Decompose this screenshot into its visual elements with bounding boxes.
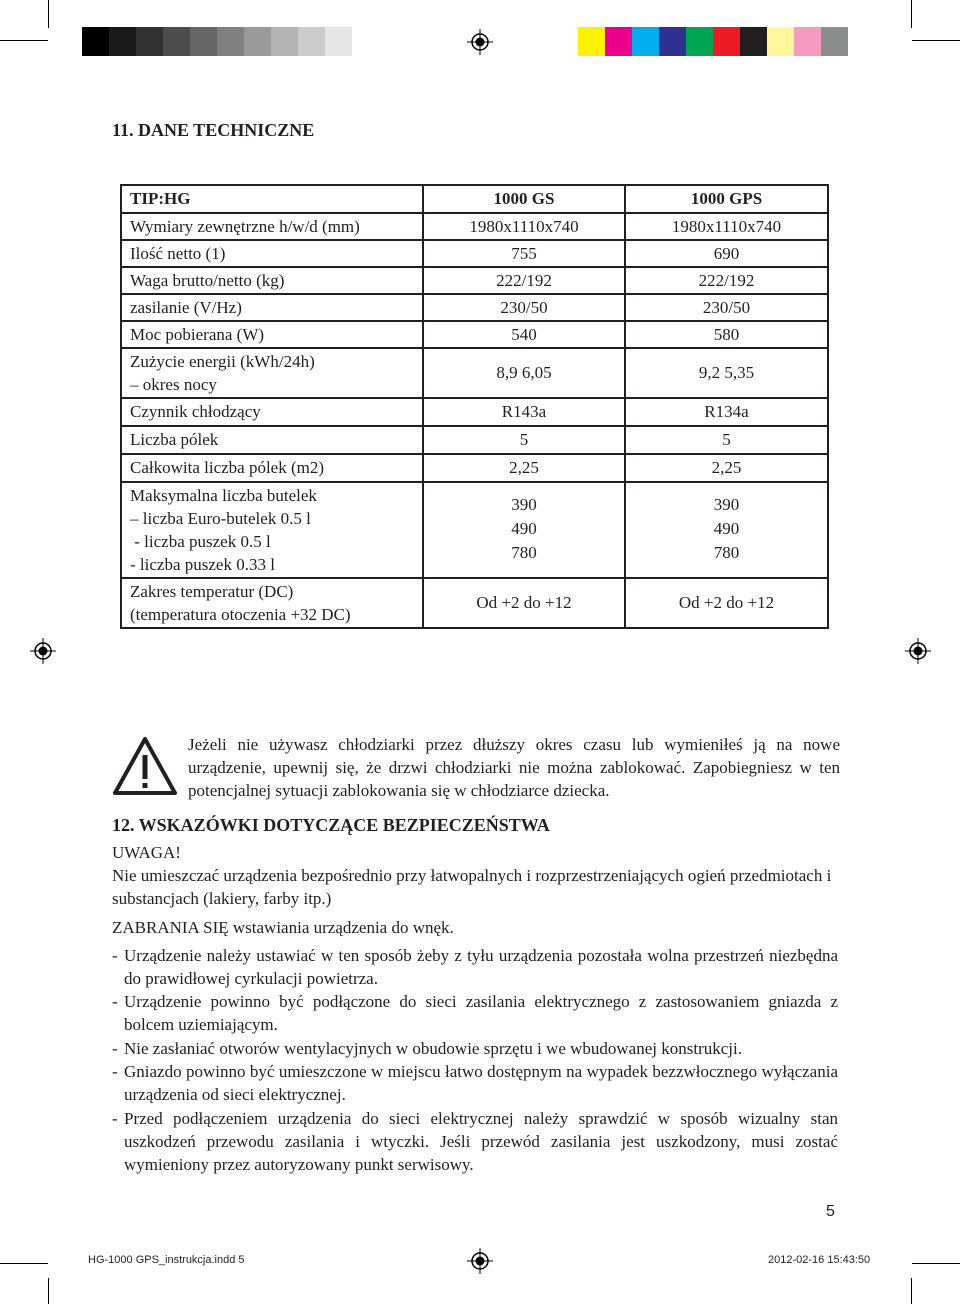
footer-datetime: 2012-02-16 15:43:50: [768, 1254, 871, 1266]
cell-gs: 2,25: [423, 454, 625, 482]
calibration-swatch: [659, 27, 686, 56]
cell-gs: 230/50: [423, 294, 625, 321]
crop-mark: [48, 0, 49, 28]
cell-gs: 1980x1110x740: [423, 213, 625, 240]
row-label: zasilanie (V/Hz): [121, 294, 423, 321]
cell-gps: [625, 482, 828, 578]
calibration-swatch: [298, 27, 325, 56]
cell-gs: 222/192: [423, 267, 625, 294]
calibration-swatch: [190, 27, 217, 56]
cell-value: 490: [713, 519, 740, 538]
section-11-title: 11. DANE TECHNICZNE: [112, 120, 315, 140]
table-row: [121, 482, 828, 578]
table-row: [121, 426, 828, 454]
list-item-text: Gniazdo powinno być umieszczone w miejscu łatwo dostępnym na wypadek bezzwłocznego wyłączania urządzenia od sieci elektrycznej.: [124, 1062, 838, 1104]
color-calibration-strip: [578, 27, 848, 56]
list-item: [112, 990, 838, 1036]
cell-gs: [423, 482, 625, 578]
uwaga-label: UWAGA!: [112, 843, 181, 862]
table-row: [121, 213, 828, 240]
list-item-text: Przed podłączeniem urządzenia do sieci elektrycznej należy sprawdzić w sposób wizualny stan uszkodzeń przewodu zasilania i wtyczki. Jeśli przewód zasilania jest uszkodzony, musi zostać wymieniony przez autoryzowany punkt serwisowy.: [124, 1109, 838, 1174]
cell-gs: 5: [423, 426, 625, 454]
row-label-line: Zakres temperatur (DC): [130, 582, 294, 601]
footer-filename: HG-1000 GPS_instrukcja.indd 5: [88, 1254, 245, 1266]
row-label-line: – liczba Euro-butelek 0.5 l: [130, 509, 311, 528]
calibration-swatch: [217, 27, 244, 56]
calibration-swatch: [578, 27, 605, 56]
zabrania-paragraph: ZABRANIA SIĘ wstawiania urządzenia do wnęk.: [112, 918, 454, 937]
calibration-swatch: [325, 27, 352, 56]
cell-gps: 222/192: [625, 267, 828, 294]
registration-mark-icon: [467, 1248, 493, 1274]
calibration-swatch: [271, 27, 298, 56]
calibration-swatch: [767, 27, 794, 56]
cell-value: 390: [713, 495, 740, 514]
cell-value: 490: [511, 519, 537, 538]
table-header-cell: 1000 GPS: [625, 185, 828, 213]
calibration-swatch: [686, 27, 713, 56]
cell-gps: 1980x1110x740: [625, 213, 828, 240]
calibration-swatch: [632, 27, 659, 56]
table-row: [121, 348, 828, 398]
spec-table: [120, 184, 829, 629]
crop-mark: [0, 40, 48, 41]
registration-mark-icon: [30, 638, 56, 664]
page-number: 5: [826, 1203, 835, 1220]
row-label: Ilość netto (1): [121, 240, 423, 267]
cell-gs: Od +2 do +12: [423, 578, 625, 628]
crop-mark: [48, 1278, 49, 1304]
calibration-swatch: [82, 27, 109, 56]
calibration-swatch: [740, 27, 767, 56]
intro-paragraph: Nie umieszczać urządzenia bezpośrednio przy łatwopalnych i rozprzestrzeniających ogień przedmiotach i substancjach (lakiery, farby itp.): [112, 866, 832, 908]
row-label: Czynnik chłodzący: [121, 398, 423, 426]
list-item-text: Urządzenie należy ustawiać w ten sposób żeby z tyłu urządzenia pozostała wolna przestrzeń niezbędna do prawidłowej cyrkulacji powietrza.: [124, 946, 838, 988]
cell-gps: R134a: [625, 398, 828, 426]
crop-mark: [912, 1263, 960, 1264]
list-item-text: Urządzenie powinno być podłączone do sieci zasilania elektrycznego z zastosowaniem gniazda z bolcem uziemiającym.: [124, 992, 838, 1034]
cell-gps: 5: [625, 426, 828, 454]
row-label: [121, 578, 423, 628]
table-row: [121, 398, 828, 426]
list-dash: -: [112, 1109, 118, 1128]
list-dash: -: [112, 946, 118, 965]
row-label: [121, 482, 423, 578]
gray-calibration-strip: [82, 27, 352, 56]
cell-gs: 755: [423, 240, 625, 267]
row-label: Wymiary zewnętrzne h/w/d (mm): [121, 213, 423, 240]
table-row: [121, 578, 828, 628]
calibration-swatch: [713, 27, 740, 56]
list-item: [112, 944, 838, 990]
list-item: [112, 1037, 838, 1060]
calibration-swatch: [109, 27, 136, 56]
cell-gps: 9,2 5,35: [625, 348, 828, 398]
list-dash: -: [112, 1039, 118, 1058]
table-row: [121, 321, 828, 348]
crop-mark: [911, 0, 912, 28]
registration-mark-icon: [467, 29, 493, 55]
row-label-line: Maksymalna liczba butelek: [130, 486, 317, 505]
cell-gps: 580: [625, 321, 828, 348]
crop-mark: [911, 1278, 912, 1304]
table-row: [121, 267, 828, 294]
row-label: Liczba pólek: [121, 426, 423, 454]
row-label: Moc pobierana (W): [121, 321, 423, 348]
list-item: [112, 1107, 838, 1176]
table-header-row: [121, 185, 828, 213]
list-item: [112, 1060, 838, 1106]
warning-text: Jeżeli nie używasz chłodziarki przez dłuższy okres czasu lub wymieniłeś ją na nowe urządzenie, upewnij się, że drzwi chłodziarki nie można zablokować. Zapobiegniesz w ten potencjalnej sytuacji zablokowania się w chłodziarce dziecka.: [188, 735, 840, 800]
table-header-cell: TIP:HG: [121, 185, 423, 213]
calibration-swatch: [794, 27, 821, 56]
row-label-line: (temperatura otoczenia +32 DC): [130, 605, 351, 624]
registration-mark-icon: [905, 638, 931, 664]
calibration-swatch: [163, 27, 190, 56]
row-label: Całkowita liczba pólek (m2): [121, 454, 423, 482]
cell-value: 780: [511, 543, 537, 562]
cell-gps: 690: [625, 240, 828, 267]
table-header-cell: 1000 GS: [423, 185, 625, 213]
cell-gs: R143a: [423, 398, 625, 426]
list-dash: -: [112, 1062, 118, 1081]
cell-gs: 8,9 6,05: [423, 348, 625, 398]
calibration-swatch: [605, 27, 632, 56]
row-label-line: - liczba puszek 0.33 l: [130, 555, 275, 574]
table-row: [121, 240, 828, 267]
calibration-swatch: [821, 27, 848, 56]
crop-mark: [0, 1263, 48, 1264]
calibration-swatch: [244, 27, 271, 56]
cell-gps: 230/50: [625, 294, 828, 321]
row-label-line: - liczba puszek 0.5 l: [130, 532, 271, 551]
section-12-title: 12. WSKAZÓWKI DOTYCZĄCE BEZPIECZEŃSTWA: [112, 815, 550, 835]
cell-gs: 540: [423, 321, 625, 348]
cell-gps: 2,25: [625, 454, 828, 482]
row-label-line: – okres nocy: [130, 375, 217, 394]
row-label: Waga brutto/netto (kg): [121, 267, 423, 294]
row-label: [121, 348, 423, 398]
list-item-text: Nie zasłaniać otworów wentylacyjnych w obudowie sprzętu i we wbudowanej konstrukcji.: [124, 1039, 742, 1058]
warning-triangle-icon: [111, 735, 179, 797]
cell-value: 780: [713, 543, 740, 562]
list-dash: -: [112, 992, 118, 1011]
cell-value: 390: [511, 495, 537, 514]
table-row: [121, 454, 828, 482]
cell-gps: Od +2 do +12: [625, 578, 828, 628]
crop-mark: [912, 40, 960, 41]
calibration-swatch: [136, 27, 163, 56]
row-label-line: Zużycie energii (kWh/24h): [130, 352, 315, 371]
table-row: [121, 294, 828, 321]
